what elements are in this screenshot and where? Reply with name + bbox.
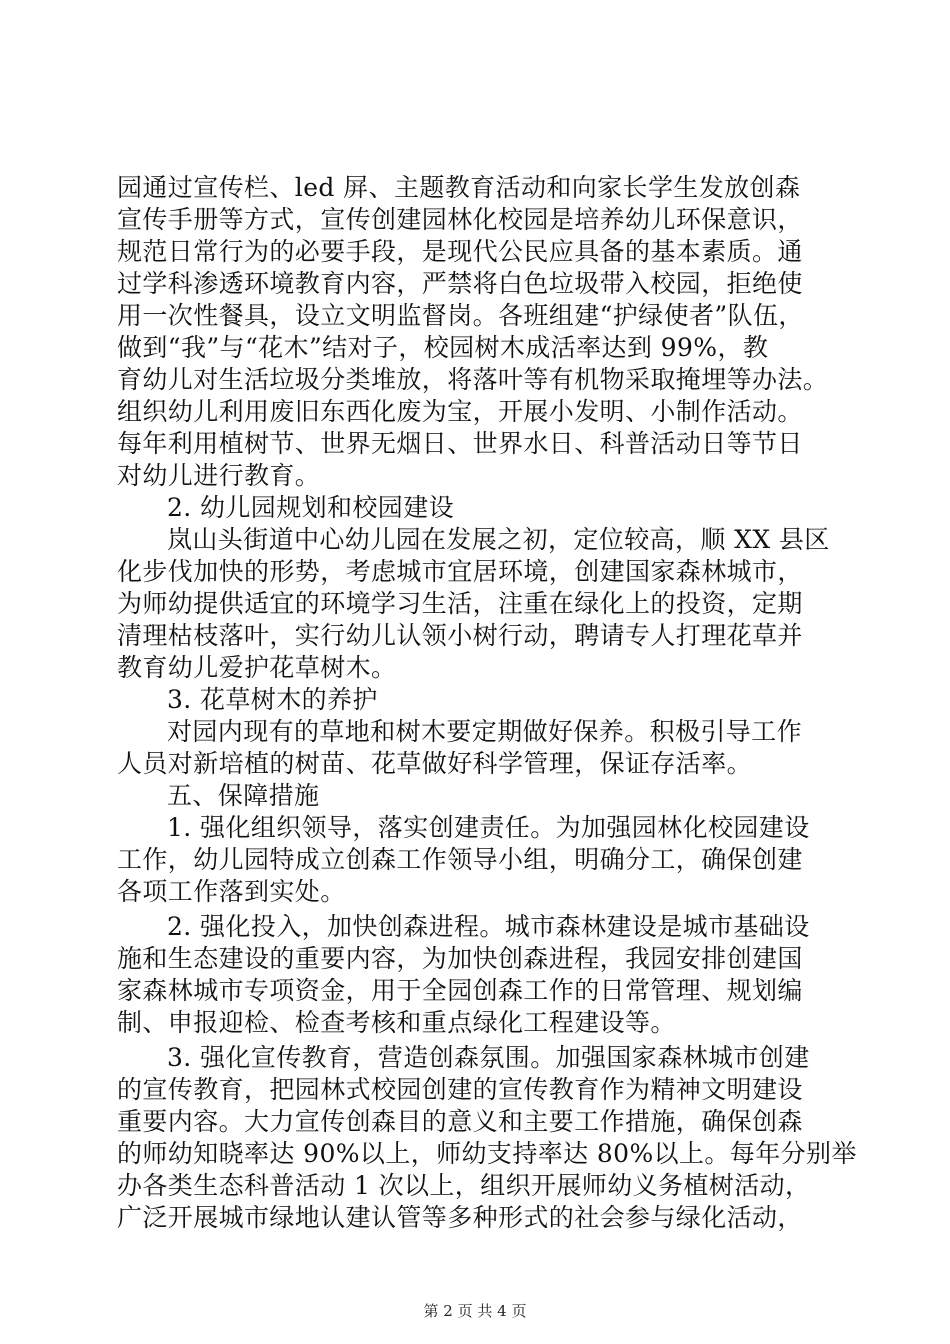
section-heading: 五、保障措施 <box>167 781 320 810</box>
paragraph-line: 宣传手册等方式，宣传创建园林化校园是培养幼儿环保意识， <box>117 205 803 234</box>
paragraph-line: 的宣传教育，把园林式校园创建的宣传教育作为精神文明建设 <box>117 1075 803 1104</box>
paragraph-line: 为师幼提供适宜的环境学习生活，注重在绿化上的投资，定期 <box>117 589 803 618</box>
paragraph-line: 重要内容。大力宣传创森目的意义和主要工作措施，确保创森 <box>117 1107 803 1136</box>
paragraph-line: 组织幼儿利用废旧东西化废为宝，开展小发明、小制作活动。 <box>117 397 803 426</box>
document-body <box>117 172 857 1234</box>
paragraph-line: 教育幼儿爱护花草树木。 <box>117 653 397 682</box>
paragraph-line: 施和生态建设的重要内容，为加快创森进程，我园安排创建国 <box>117 944 803 973</box>
paragraph-line: 1. 强化组织领导，落实创建责任。为加强园林化校园建设 <box>167 813 810 842</box>
paragraph-line: 过学科渗透环境教育内容，严禁将白色垃圾带入校园，拒绝使 <box>117 269 803 298</box>
page-footer <box>0 1300 950 1321</box>
paragraph-line: 每年利用植树节、世界无烟日、世界水日、科普活动日等节日 <box>117 429 803 458</box>
page-number-label: 第 2 页 共 4 页 <box>423 1302 527 1320</box>
paragraph-line: 工作，幼儿园特成立创森工作领导小组，明确分工，确保创建 <box>117 845 803 874</box>
paragraph-line: 做到“我”与“花木”结对子，校园树木成活率达到 99%，教 <box>117 333 769 362</box>
paragraph-line: 2. 强化投入，加快创森进程。城市森林建设是城市基础设 <box>167 912 810 941</box>
paragraph-line: 化步伐加快的形势，考虑城市宜居环境，创建国家森林城市， <box>117 557 803 586</box>
section-heading: 3. 花草树木的养护 <box>167 685 378 714</box>
paragraph-line: 园通过宣传栏、led 屏、主题教育活动和向家长学生发放创森 <box>117 173 801 202</box>
paragraph-line: 人员对新培植的树苗、花草做好科学管理，保证存活率。 <box>117 749 753 778</box>
paragraph-line: 对园内现有的草地和树木要定期做好保养。积极引导工作 <box>167 717 803 746</box>
section-heading: 2. 幼儿园规划和校园建设 <box>167 493 455 522</box>
paragraph-line: 对幼儿进行教育。 <box>117 461 321 490</box>
paragraph-line: 育幼儿对生活垃圾分类堆放，将落叶等有机物采取掩埋等办法。 <box>117 365 829 394</box>
paragraph-line: 办各类生态科普活动 1 次以上，组织开展师幼义务植树活动， <box>117 1171 811 1200</box>
paragraph-line: 的师幼知晓率达 90%以上，师幼支持率达 80%以上。每年分别举 <box>117 1139 857 1168</box>
paragraph-line: 制、申报迎检、检查考核和重点绿化工程建设等。 <box>117 1008 676 1037</box>
paragraph-line: 规范日常行为的必要手段，是现代公民应具备的基本素质。通 <box>117 237 803 266</box>
paragraph-line: 广泛开展城市绿地认建认管等多种形式的社会参与绿化活动， <box>117 1203 803 1232</box>
paragraph-line: 用一次性餐具，设立文明监督岗。各班组建“护绿使者”队伍， <box>117 301 804 330</box>
paragraph-line: 各项工作落到实处。 <box>117 877 346 906</box>
paragraph-line: 清理枯枝落叶，实行幼儿认领小树行动，聘请专人打理花草并 <box>117 621 803 650</box>
paragraph-line: 3. 强化宣传教育，营造创森氛围。加强国家森林城市创建 <box>167 1043 810 1072</box>
paragraph-line: 岚山头街道中心幼儿园在发展之初，定位较高，顺 XX 县区 <box>167 525 830 554</box>
paragraph-line: 家森林城市专项资金，用于全园创森工作的日常管理、规划编 <box>117 976 803 1005</box>
